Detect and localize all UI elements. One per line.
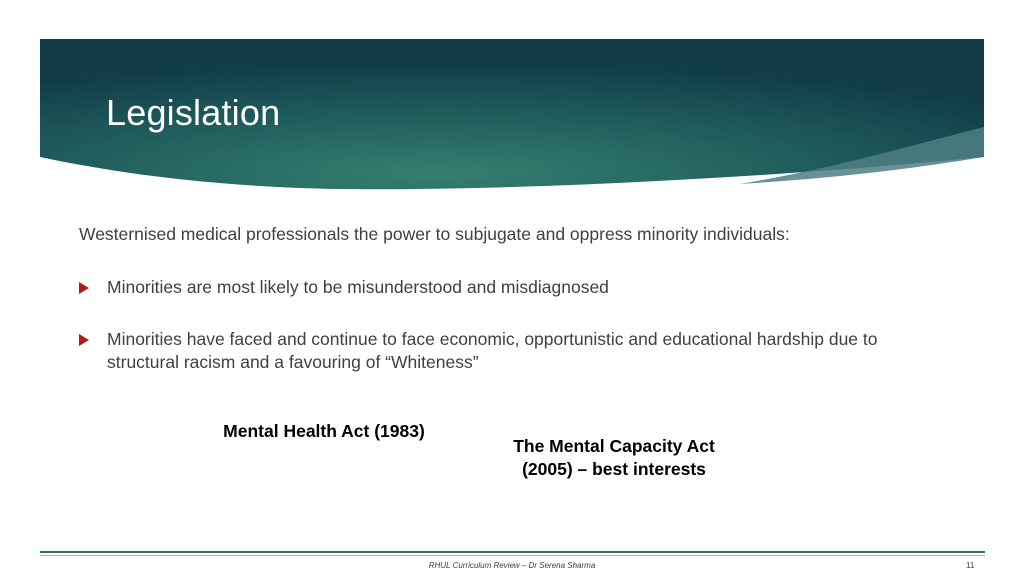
slide-title: Legislation: [106, 92, 281, 133]
triangle-right-icon: [79, 334, 89, 346]
page-number: 11: [966, 561, 975, 570]
footer-divider-thin: [40, 555, 985, 556]
mental-capacity-act-label: The Mental Capacity Act (2005) – best interests: [513, 436, 715, 479]
footer-text: RHUL Curriculum Review – Dr Serena Sharma: [428, 561, 596, 570]
triangle-right-icon: [79, 282, 89, 294]
mental-health-act-label: Mental Health Act (1983): [223, 421, 425, 441]
bullet-text: Minorities are most likely to be misunderstood and misdiagnosed: [107, 277, 609, 297]
intro-text: Westernised medical professionals the power to subjugate and oppress minority individuals:: [79, 224, 790, 244]
footer-divider: [40, 551, 985, 553]
bullet-text: Minorities have faced and continue to face economic, opportunistic and educational hardship due to structural racism and a favouring of “Whiteness”: [107, 329, 878, 372]
